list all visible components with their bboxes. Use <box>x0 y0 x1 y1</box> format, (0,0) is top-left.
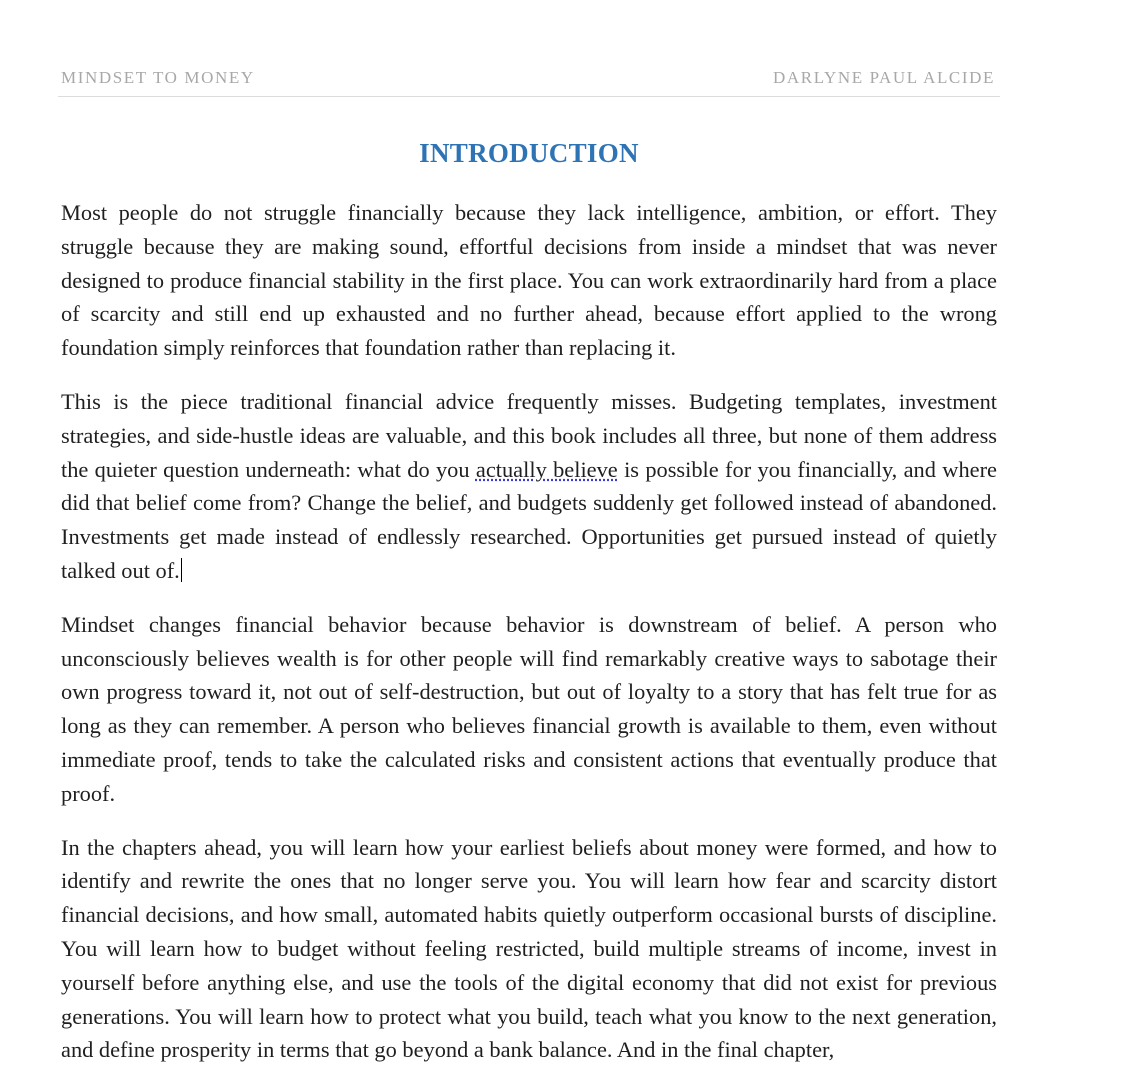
paragraph-3[interactable]: Mindset changes financial behavior because behavior is downstream of belief. A person who unconsciously believes wealth is for other people will find remarkably creative ways to sabotage their own progress toward it, not out of self-destruction, but out of loyalty to a story that has felt true for as long as they can remember. A person who believes financial growth is available to them, even without immediate proof, tends to take the calculated risks and consistent actions that eventually produce that proof. <box>61 611 997 806</box>
paragraph-4[interactable]: In the chapters ahead, you will learn how your earliest beliefs about money were formed, and how to identify and rewrite the ones that no longer serve you. You will learn how fear and scarcity distort financial decisions, and how small, automated habits quietly outperform occasional bursts of discipline. You will learn how to budget without feeling restricted, build multiple streams of income, invest in yourself before anything else, and use the tools of the digital economy that did not exist for previous generations. You will learn how to protect what you build, teach what you know to the next generation, and define prosperity in terms that go beyond a bank balance. And in the final chapter, <box>61 834 997 1063</box>
chapter-title: INTRODUCTION <box>419 138 639 168</box>
paragraph-2-text-start[interactable]: This is the piece traditional financial advice frequently misses. Budgeting templates, investment strategies, and side-hustle ideas are valuable, and this book includes all three, but none of them address the quieter question underneath: what do you <box>61 388 997 482</box>
running-header <box>58 66 1000 97</box>
header-author-name: DARLYNE PAUL ALCIDE <box>773 68 995 87</box>
text-cursor <box>181 558 182 582</box>
paragraph-2[interactable] <box>61 385 997 588</box>
spellcheck-flagged-phrase[interactable]: actually believe <box>475 456 618 482</box>
paragraph-1[interactable]: Most people do not struggle financially because they lack intelligence, ambition, or effort. They struggle because they are making sound, effortful decisions from inside a mindset that was never designed to produce financial stability in the first place. You can work extraordinarily hard from a place of scarcity and still end up exhausted and no further ahead, because effort applied to the wrong foundation simply reinforces that foundation rather than replacing it. <box>61 200 997 361</box>
header-book-title: MINDSET TO MONEY <box>61 68 255 87</box>
document-body[interactable] <box>61 196 997 1066</box>
paragraph-2-text-end[interactable]: is possible for you financially, and where did that belief come from? Change the belief, and budgets suddenly get followed instead of abandoned. Investments get made instead of endlessly researched. Opportunities get pursued instead of quietly talked out of. <box>61 456 997 583</box>
